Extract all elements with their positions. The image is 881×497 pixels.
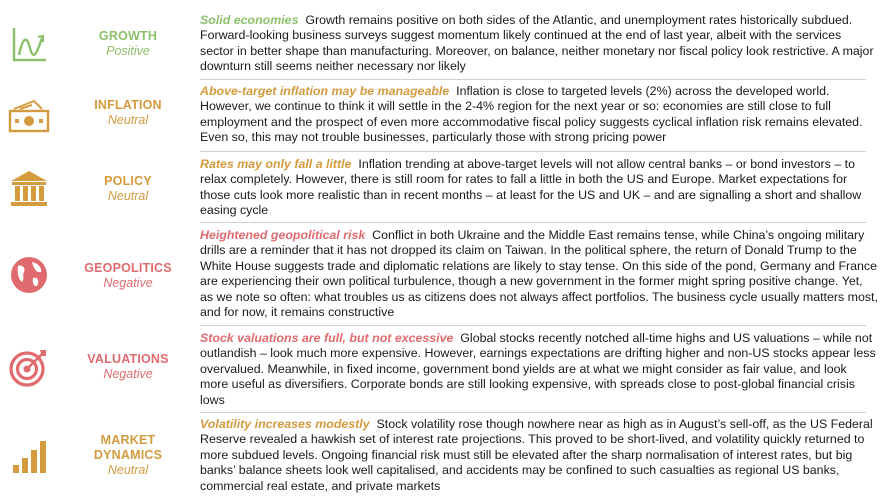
category-label: [68, 352, 188, 382]
row-headline: Rates may only fall a little: [200, 157, 352, 171]
category-stance: Neutral: [107, 113, 149, 127]
category-stance: Neutral: [107, 463, 149, 477]
row-body: Conflict in both Ukraine and the Middle East remains tense, while China’s ongoing military drills are a reminder that it has not dropped its claim on Taiwan. In the political sphere, the return of Donald Trump to the White House suggests trade and diplomatic relations are likely to stay tense. On this side of the pond, Germany and France are experiencing their own political turbulence, though a new government in the former might spring positive change. Yet, as we note so often: what troubles us as citizens does not always affect portfolios. The business cycle usually matters most, and for now, it remains constructive: [200, 228, 878, 320]
category-stance: Negative: [103, 276, 153, 290]
category-stance: Positive: [106, 44, 150, 58]
target-icon: [6, 344, 52, 390]
category-stance: Neutral: [107, 189, 149, 203]
category-name: GROWTH: [98, 29, 158, 43]
bank-building-icon: [6, 166, 52, 212]
row-commentary: [200, 84, 878, 146]
row-body: Stock volatility rose though nowhere near as high as in August’s sell-off, as the US Federal Reserve revealed a hawkish set of interest rate projections. This proved to be short-lived, and volatility quickly returned to more subdued levels. Ongoing financial risk must still be elevated after the sharp normalisation of interest rates, but big banks’ balance sheets look well capitalised, and accidents may be confined to such casualties as regional US banks, commercial real estate, and private markets: [200, 417, 873, 493]
category-name: INFLATION: [94, 98, 162, 112]
category-stance: Negative: [103, 367, 153, 381]
globe-icon: [6, 252, 52, 298]
row-headline: Volatility increases modestly: [200, 417, 370, 431]
row-body: Inflation trending at above-target levels will not allow central banks – or bond investors – to relax completely. However, there is still room for rates to fall a little in both the US and Europe. Market expectations for those cuts look more realistic than in recent months – at least for the US and UK – and are signalling a short and shallow easing cycle: [200, 157, 862, 218]
category-label: [68, 174, 188, 204]
row-body: Global stocks recently notched all-time highs and US valuations – while not outlandish – look much more expensive. However, earnings expectations are drifting higher and non-US stocks appear less overvalued. Meanwhile, in fixed income, government bond yields are at what we might consider as fair value, and look more useful as diversifiers. Corporate bonds are still looking expensive, with spreads close to post-global financial crisis lows: [200, 331, 876, 407]
banknote-icon: [6, 95, 52, 141]
category-name: GEOPOLITICS: [84, 261, 172, 275]
row-headline: Solid economies: [200, 13, 299, 27]
row-divider: [200, 412, 866, 413]
category-name-line-1: MARKET: [100, 433, 156, 447]
category-name: VALUATIONS: [87, 352, 169, 366]
row-commentary: [200, 228, 878, 320]
row-body: Growth remains positive on both sides of the Atlantic, and unemployment rates historically subdued. Forward-looking business surveys suggest momentum likely continued at the end of last year, albeit with the services sector in better shape than manufacturing. Moreover, on balance, neither monetary nor fiscal policy look restrictive. A major downturn still seems neither necessary nor likely: [200, 13, 874, 74]
category-label: [68, 261, 188, 291]
row-commentary: [200, 331, 878, 408]
row-headline: Stock valuations are full, but not excessive: [200, 331, 454, 345]
row-commentary: [200, 13, 878, 75]
category-name: POLICY: [104, 174, 152, 188]
row-divider: [200, 79, 866, 80]
category-label: [68, 29, 188, 59]
row-divider: [200, 325, 866, 326]
category-name-line-2: DYNAMICS: [93, 448, 163, 462]
row-headline: Above-target inflation may be manageable: [200, 84, 450, 98]
row-body: Inflation is close to targeted levels (2%) across the developed world. However, we continue to think it will settle in the 2-4% region for the next year or so: economies are still close to full employment and the prospect of even more accommodative fiscal policy suggests cyclical inflation risk remains elevated. Even so, this may not trouble businesses, particularly those with strong pricing power: [200, 84, 863, 145]
row-divider: [200, 222, 866, 223]
bar-chart-icon: [6, 433, 52, 479]
category-label: [68, 98, 188, 128]
row-commentary: [200, 157, 878, 219]
growth-chart-icon: [6, 22, 52, 68]
category-label: [68, 433, 188, 478]
row-commentary: [200, 417, 878, 494]
row-headline: Heightened geopolitical risk: [200, 228, 366, 242]
row-divider: [200, 151, 866, 152]
